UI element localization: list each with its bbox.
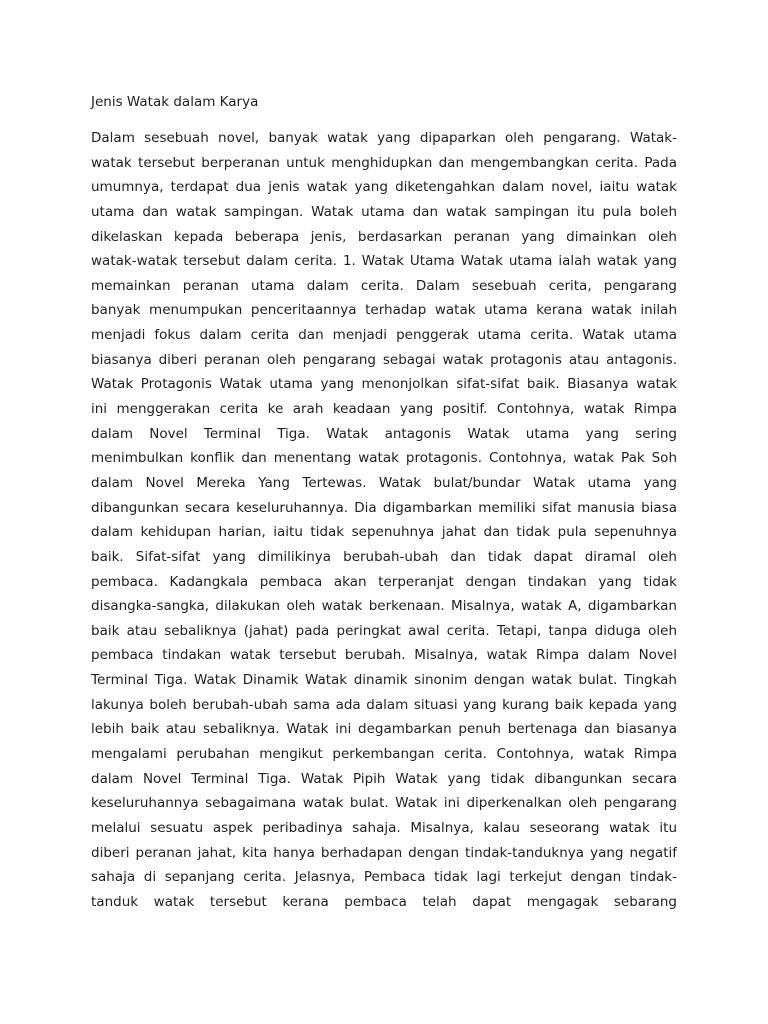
body-line: diberi peranan jahat, kita hanya berhadapan dengan tindak-tanduknya yang negatif	[91, 844, 677, 861]
body-line: umumnya, terdapat dua jenis watak yang diketengahkan dalam novel, iaitu watak	[91, 179, 677, 196]
body-line: disangka-sangka, dilakukan oleh watak berkenaan. Misalnya, watak A, digambarkan	[91, 598, 677, 615]
body-line: sahaja di sepanjang cerita. Jelasnya, Pembaca tidak lagi terkejut dengan tindak-	[91, 869, 677, 886]
body-line: pembaca tindakan watak tersebut berubah. Misalnya, watak Rimpa dalam Novel	[91, 647, 677, 664]
body-line: ini menggerakan cerita ke arah keadaan yang positif. Contohnya, watak Rimpa	[91, 401, 677, 418]
body-line: lebih baik atau sebaliknya. Watak ini degambarkan penuh bertenaga dan biasanya	[91, 721, 677, 738]
document-title: Jenis Watak dalam Karya	[91, 94, 259, 110]
body-line: watak-watak tersebut dalam cerita. 1. Watak Utama Watak utama ialah watak yang	[91, 253, 677, 270]
body-line: mengalami perubahan mengikut perkembangan cerita. Contohnya, watak Rimpa	[91, 746, 677, 763]
body-line: keseluruhannya sebagaimana watak bulat. Watak ini diperkenalkan oleh pengarang	[91, 795, 677, 812]
body-line: baik. Sifat-sifat yang dimilikinya berubah-ubah dan tidak dapat diramal oleh	[91, 548, 677, 565]
body-line: Terminal Tiga. Watak Dinamik Watak dinamik sinonim dengan watak bulat. Tingkah	[91, 672, 677, 689]
body-line: dibangunkan secara keseluruhannya. Dia digambarkan memiliki sifat manusia biasa	[91, 499, 677, 516]
body-line: dikelaskan kepada beberapa jenis, berdasarkan peranan yang dimainkan oleh	[91, 228, 677, 245]
body-line: menimbulkan konflik dan menentang watak protagonis. Contohnya, watak Pak Soh	[91, 450, 677, 467]
body-line: pembaca. Kadangkala pembaca akan terperanjat dengan tindakan yang tidak	[91, 573, 677, 590]
body-line: dalam Novel Terminal Tiga. Watak Pipih Watak yang tidak dibangunkan secara	[91, 770, 677, 787]
body-line: banyak menumpukan penceritaannya terhadap watak utama kerana watak inilah	[91, 302, 677, 319]
body-line: utama dan watak sampingan. Watak utama dan watak sampingan itu pula boleh	[91, 203, 677, 220]
body-line: dalam kehidupan harian, iaitu tidak sepenuhnya jahat dan tidak pula sepenuhnya	[91, 524, 677, 541]
body-line: Dalam sesebuah novel, banyak watak yang dipaparkan oleh pengarang. Watak-	[91, 130, 677, 146]
body-line: dalam Novel Mereka Yang Tertewas. Watak bulat/bundar Watak utama yang	[91, 474, 677, 491]
body-line: biasanya diberi peranan oleh pengarang sebagai watak protagonis atau antagonis.	[91, 351, 677, 368]
body-line: dalam Novel Terminal Tiga. Watak antagonis Watak utama yang sering	[91, 425, 677, 442]
body-line: melalui sesuatu aspek peribadinya sahaja. Misalnya, kalau seseorang watak itu	[91, 819, 677, 836]
body-line: baik atau sebaliknya (jahat) pada peringkat awal cerita. Tetapi, tanpa diduga oleh	[91, 622, 677, 639]
body-line: tanduk watak tersebut kerana pembaca telah dapat mengagak sebarang	[91, 893, 677, 910]
body-line: lakunya boleh berubah-ubah sama ada dalam situasi yang kurang baik kepada yang	[91, 696, 677, 713]
body-line: menjadi fokus dalam cerita dan menjadi penggerak utama cerita. Watak utama	[91, 327, 677, 344]
body-line: Watak Protagonis Watak utama yang menonjolkan sifat-sifat baik. Biasanya watak	[91, 376, 677, 393]
body-line: memainkan peranan utama dalam cerita. Dalam sesebuah cerita, pengarang	[91, 277, 677, 294]
document-body	[91, 126, 677, 915]
body-line: watak tersebut berperanan untuk menghidupkan dan mengembangkan cerita. Pada	[91, 154, 677, 171]
